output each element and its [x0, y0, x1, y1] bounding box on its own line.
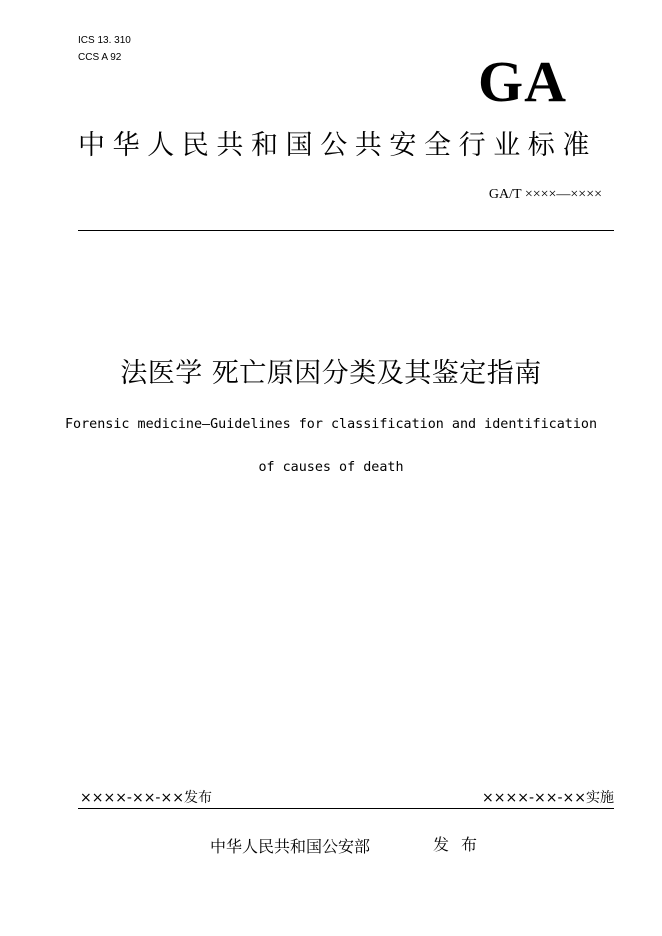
- issuing-authority: 中华人民共和国公安部: [210, 837, 371, 856]
- implementation-date: ××××-××-××实施: [482, 790, 614, 806]
- top-divider: [78, 230, 614, 231]
- issue-date: ××××-××-××发布: [80, 790, 212, 806]
- standard-number: GA/T ××××—××××: [488, 187, 602, 202]
- ga-logo: GA: [478, 49, 567, 114]
- document-title-english-line1: Forensic medicine—Guidelines for classification and identification: [64, 417, 598, 432]
- ics-code: ICS 13. 310: [78, 35, 131, 46]
- ccs-code: CCS A 92: [78, 52, 122, 63]
- bottom-divider: [78, 808, 614, 809]
- issue-label: 发布: [433, 835, 490, 854]
- document-title-chinese: 法医学 死亡原因分类及其鉴定指南: [120, 358, 542, 389]
- standard-category-banner: 中华人民共和国公共安全行业标准: [78, 130, 597, 161]
- document-title-english-line2: of causes of death: [258, 460, 404, 475]
